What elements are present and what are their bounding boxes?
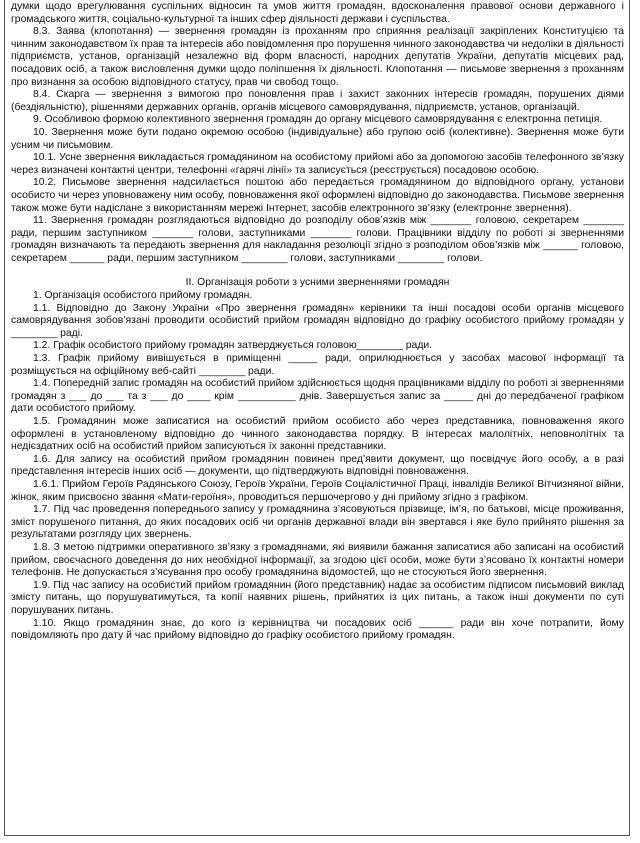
- paragraph-ii-1-7: 1.7. Під час проведення попереднього запису у громадянина з’ясовуються прізвище, ім’я, по батькові, місце проживання, зміст порушеного питання, до яких посадових осіб чи органів державної влади він звертався і яке було прийнято рішення за результатами розгляду цих звернень.: [11, 504, 624, 541]
- paragraph-ii-1-8: 1.8. З метою підтримки оперативного зв’язку з громадянами, які виявили бажання записатися або записані на особистий прийом, своєчасного доведення до них необхідної інформації, за згодою цієї особи, може бути з’ясовано їх контактні номери телефонів. Не допускається з’ясування про особу громадянина відомостей, що не стосуються його звернення.: [11, 541, 624, 579]
- paragraph-ii-1-3: 1.3. Графік прийому вивішується в приміщенні _____ ради, оприлюднюється у засобах масової інформації та розміщується на офіційному веб-сайті ________ ради.: [11, 353, 624, 377]
- paragraph-continuation: думки щодо врегулювання суспільних відносин та умов життя громадян, вдосконалення правової основи державного і громадського життя, соціально-культурної та інших сфер діяльності держави і суспільства.: [11, 1, 624, 25]
- paragraph-ii-1-2: 1.2. Графік особистого прийому громадян затверджується головою________ ради.: [33, 340, 433, 352]
- paragraph-10-1: 10.1. Усне звернення викладається громадянином на особистому прийомі або за допомогою засобів телефонного зв’язку через визначені контактні центри, телефонні «гарячі лінії» та записується (реєструється) посадовою особою.: [11, 152, 624, 176]
- paragraph-9: 9. Особливою формою колективного звернення громадян до органу місцевого самоврядування є електронна петиція.: [33, 114, 603, 126]
- paragraph-10: 10. Звернення може бути подано окремою особою (індивідуальне) або групою осіб (колективне). Звернення може бути усним чи письмовим.: [11, 126, 624, 151]
- paragraph-ii-1-4: 1.4. Попередній запис громадян на особистий прийом здійснюється щодня працівниками відділу по роботі зі зверненнями громадян з ___ до ___ та з ___ до ____ крім __________ днів. Завершується запис за _____ дні до передбаченої графіком дати особистого прийому.: [11, 378, 624, 415]
- paragraph-ii-1-9: 1.9. Під час запису на особистий прийом громадянин (його представник) надає за особистим підписом письмовий виклад змісту питань, що порушуватимуться, та копії наявних рішень, прийнятих із цих питань, а також інші документи по суті порушуваних питань.: [11, 579, 624, 616]
- paragraph-ii-1-6: 1.6. Для запису на особистий прийом громадянин повинен пред’явити документ, що посвідчує його особу, а в разі представлення інтересів інших осіб — документи, що підтверджують відповідні повноваження.: [11, 453, 624, 478]
- paragraph-ii-1-5: 1.5. Громадянин може записатися на особистий прийом особисто або через представника, повноваження якого оформлені в установленому відповідно до чинного законодавства порядку. В інтересах малолітніх, неповнолітніх та недієздатних осіб на особистий прийом записуються їх законні представники.: [11, 416, 624, 453]
- paragraph-ii-1-6-1: 1.6.1. Прийом Героїв Радянського Союзу, Героїв України, Героїв Соціалістичної Праці, інвалідів Великої Вітчизняної війни, жінок, яким присвоєно звання «Мати-героїня», проводиться першочергово у дні прийому згідно з графіком.: [11, 478, 624, 503]
- paragraph-8-4: 8.4. Скарга — звернення з вимогою про поновлення прав і захист законних інтересів громадян, порушених діями (бездіяльністю), рішеннями державних органів, органів місцевого самоврядування, підприємств, установ, організацій.: [11, 89, 624, 113]
- section-heading: ІІ. Організація роботи з усними зверненнями громадян: [185, 277, 450, 289]
- paragraph-10-2: 10.2. Письмове звернення надсилається поштою або передається громадянином до відповідного органу, установи особисто чи через уповноважену ним особу, повноваження якої оформлені відповідно до законодавства. Письмове звернення також може бути надіслане з використанням мережі Інтернет, засобів електронного зв’язку (електронне звернення).: [11, 177, 624, 214]
- paragraph-ii-1-1: 1.1. Відповідно до Закону України «Про звернення громадян» керівники та інші посадові особи органів місцевого самоврядування зобов’язані проводити особистий прийом громадян відповідно до графіку особистого прийому громадян у ________ раді.: [11, 302, 624, 339]
- paragraph-ii-1-10: 1.10. Якщо громадянин знає, до кого із керівництва чи посадових осіб ______ ради він хоче потрапити, йому повідомляють про дату й час прийому відповідно до графіку особистого прийому громадян.: [11, 617, 624, 642]
- paragraph-11: 11. Звернення громадян розглядаються відповідно до розподілу обов’язків між _______ головою, секретарем _______ ради, першим заступником _______ голови, заступниками _______ голови. Працівники відділу по роботі зі зверненнями громадян визначають та передають звернення для накладання резолюції згідно з розподілом обов’язків між ______ головою, секретарем ______ ради, першим заступником ________ голови, заступниками ________ голови.: [11, 215, 624, 264]
- document-page: [4, 0, 630, 836]
- paragraph-ii-1: 1. Організація особистого прийому громадян.: [33, 290, 253, 302]
- paragraph-8-3: 8.3. Заява (клопотання) — звернення громадян із проханням про сприяння реалізації закріплених Конституцією та чинним законодавством їх прав та інтересів або повідомлення про порушення чинного законодавства чи недоліки в діяльності підприємств, установ, організацій незалежно від форм власності, народних депутатів України, депутатів місцевих рад, посадових осіб, а також висловлення думки щодо поліпшення їх діяльності. Клопотання — письмове звернення з проханням про визнання за особою відповідного статусу, прав чи свобод тощо.: [11, 26, 624, 88]
- section-gap: [11, 265, 624, 277]
